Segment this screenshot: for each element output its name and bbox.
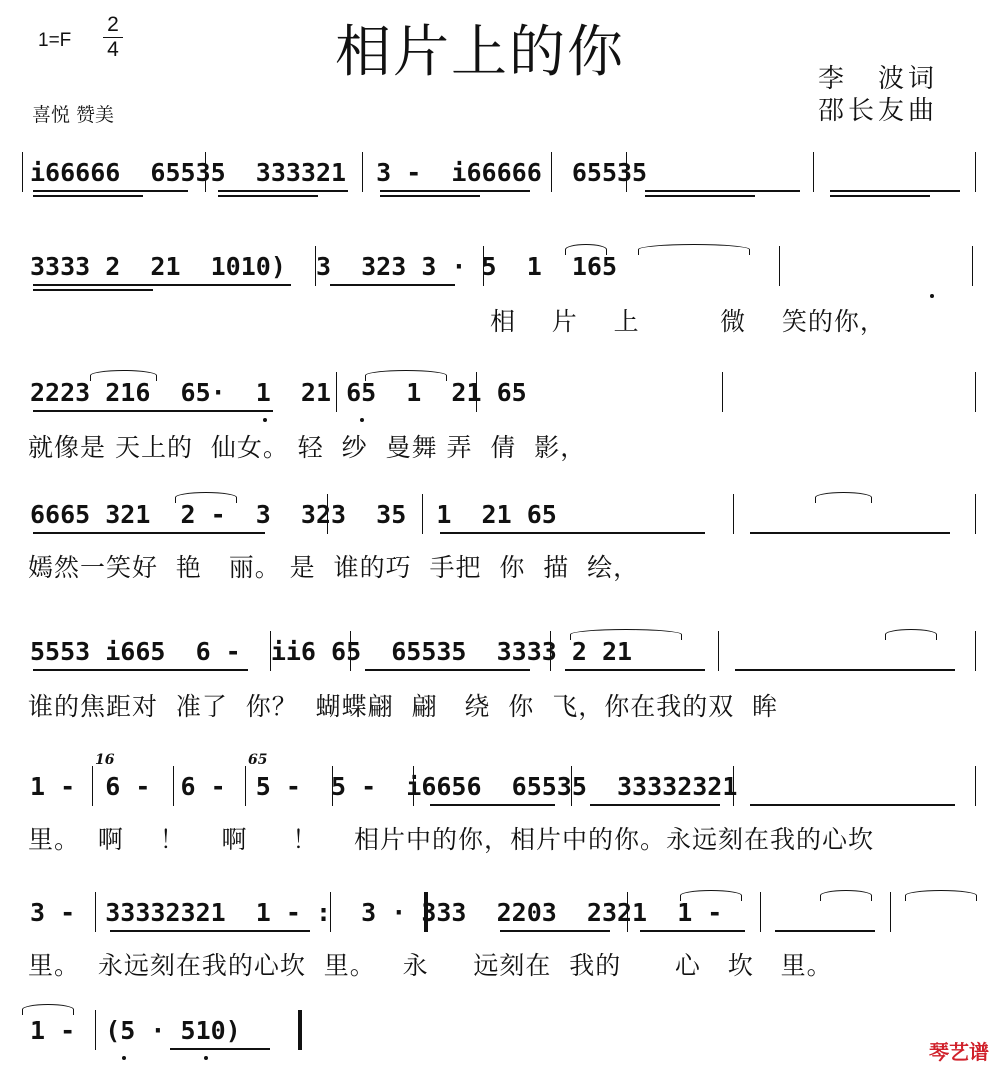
notes-line: i66666 65535 333321 3 - i66666 65535 — [30, 158, 648, 187]
lyrics-line: 里。 永远刻在我的心坎 里。 永 远刻在 我的 心 坎 里。 — [28, 951, 833, 980]
notes-line: 3333 2 21 1010) 3 323 3 · 5 1 165 — [30, 252, 617, 281]
mood-marking: 喜悦 赞美 — [32, 104, 115, 126]
time-signature — [103, 14, 123, 61]
lyrics-line: 就像是 天上的 仙女。 轻 纱 曼舞 弄 倩 影， — [28, 433, 587, 462]
lyricist-credit: 李 波词 — [818, 64, 939, 94]
site-logo: 琴艺谱 — [929, 1040, 989, 1064]
score-row — [0, 500, 1003, 582]
lyrics-line: 嫣然一笑好 艳 丽。 是 谁的巧 手把 你 描 绘， — [28, 553, 640, 582]
lyrics-line: 谁的焦距对 准了 你？ 蝴蝶翩 翩 绕 你 飞，你在我的双 眸 — [28, 692, 779, 721]
notes-line: 1 - (5 · 510) — [30, 1016, 241, 1045]
notes-line: 3 - 33332321 1 - : 3 · 333 2203 2321 1 - — [30, 898, 723, 927]
score-row — [0, 752, 1003, 854]
lyrics-line: 相 片 上 微 笑的你， — [490, 307, 886, 336]
notes-line: 6665 321 2 - 3 323 35 1 21 65 — [30, 500, 557, 529]
grace-note: 16 — [95, 752, 115, 768]
notes-line: 1 - 6 - 6 - 5 - 5 - i6656 65535 33332321 — [30, 772, 738, 801]
score-row — [0, 252, 1003, 336]
time-signature-top: 2 — [107, 13, 119, 36]
grace-note: 65 — [248, 752, 268, 768]
time-signature-bottom: 4 — [107, 38, 119, 61]
score-row — [0, 1016, 1003, 1066]
song-title: 相片上的你 — [335, 20, 625, 85]
composer-credit: 邵长友曲 — [818, 96, 939, 126]
notes-line: 2223 216 65· 1 21 65 1 21 65 — [30, 378, 527, 407]
score-row — [0, 158, 1003, 208]
lyrics-line: 里。 啊 ！ 啊 ！ 相片中的你，相片中的你。永远刻在我的心坎 — [28, 825, 874, 854]
score-row — [0, 378, 1003, 462]
key-signature: 1=F — [38, 30, 72, 51]
score-row — [0, 637, 1003, 721]
notes-line: 5553 i665 6 - ii6 65 65535 3333 2 21 — [30, 637, 633, 666]
score-row — [0, 898, 1003, 980]
